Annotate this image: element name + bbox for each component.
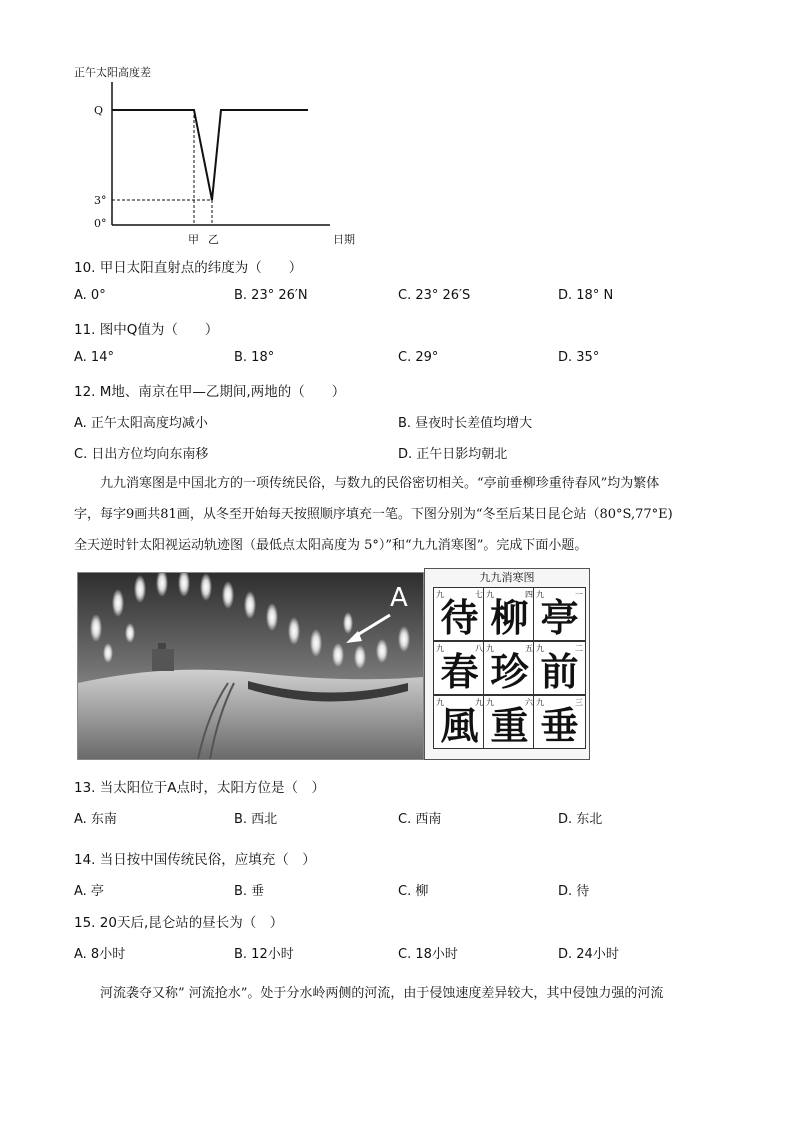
chart-xlabel: 日期 <box>333 233 355 246</box>
q15-option-a[interactable]: A. 8小时 <box>74 947 126 962</box>
footer-paragraph: 河流袭夺又称” 河流抢水”。处于分水岭两侧的河流，由于侵蚀速度差异较大，其中侵蚀力强的河流 <box>100 986 664 1001</box>
nine-nine-cell <box>533 587 586 641</box>
cell-number-right: 三 <box>575 698 583 707</box>
sun-trajectory-photo <box>77 572 424 760</box>
q11-option-c[interactable]: C. 29° <box>398 350 439 365</box>
nine-nine-cell <box>483 587 536 641</box>
passage-line-1: 九九消寒图是中国北方的一项传统民俗，与数九的民俗密切相关。“亭前垂柳珍重待春风”均为繁体 <box>100 476 660 491</box>
y-tick-q: Q <box>94 104 104 117</box>
question-11: 11. 图中Q值为（ ） <box>74 322 219 338</box>
q14-option-c[interactable]: C. 柳 <box>398 884 429 899</box>
nine-nine-chart <box>424 568 590 760</box>
q15-option-b[interactable]: B. 12小时 <box>234 947 294 962</box>
q15-option-d[interactable]: D. 24小时 <box>558 947 619 962</box>
q12-option-d[interactable]: D. 正午日影均朝北 <box>398 447 508 462</box>
passage-line-3: 全天逆时针太阳视运动轨迹图（最低点太阳高度为 5°）”和“九九消寒图”。完成下面小题。 <box>74 538 588 553</box>
q10-option-a[interactable]: A. 0° <box>74 288 106 303</box>
q13-option-b[interactable]: B. 西北 <box>234 812 278 827</box>
nine-nine-cell <box>433 587 486 641</box>
photo-drawing <box>78 573 423 759</box>
chart-ylabel: 正午太阳高度差 <box>74 66 151 79</box>
cell-number-left: 九 <box>436 590 444 599</box>
cell-character: 前 <box>540 649 579 694</box>
question-15: 15. 20天后,昆仑站的昼长为（ ） <box>74 915 284 931</box>
q11-option-b[interactable]: B. 18° <box>234 350 275 365</box>
cell-character: 風 <box>440 703 479 748</box>
nine-nine-cell <box>533 695 586 749</box>
question-12: 12. M地、南京在甲—乙期间,两地的（ ） <box>74 384 346 400</box>
solar-height-chart <box>60 60 380 250</box>
question-10: 10. 甲日太阳直射点的纬度为（ ） <box>74 260 303 276</box>
x-tick-jia: 甲 <box>188 233 199 246</box>
cell-number-right: 六 <box>525 698 533 707</box>
cell-number-left: 九 <box>436 698 444 707</box>
cell-number-left: 九 <box>486 698 494 707</box>
q11-option-d[interactable]: D. 35° <box>558 350 600 365</box>
q10-option-b[interactable]: B. 23° 26′N <box>234 288 308 303</box>
passage <box>74 468 724 561</box>
cell-number-left: 九 <box>436 644 444 653</box>
cell-number-left: 九 <box>536 590 544 599</box>
chart-plot <box>60 60 380 250</box>
q11-option-a[interactable]: A. 14° <box>74 350 114 365</box>
q13-option-d[interactable]: D. 东北 <box>558 812 603 827</box>
cell-number-right: 五 <box>525 644 533 653</box>
q13-option-c[interactable]: C. 西南 <box>398 812 442 827</box>
y-tick-0: 0° <box>94 217 107 230</box>
cell-number-left: 九 <box>536 698 544 707</box>
series-line <box>112 110 308 200</box>
cell-character: 春 <box>440 649 479 694</box>
y-tick-3: 3° <box>94 194 107 207</box>
question-13: 13. 当太阳位于A点时，太阳方位是（ ） <box>74 780 325 796</box>
nine-nine-title: 九九消寒图 <box>479 571 535 584</box>
q12-option-a[interactable]: A. 正午太阳高度均减小 <box>74 416 208 431</box>
cell-number-right: 四 <box>525 590 533 599</box>
q10-option-d[interactable]: D. 18° N <box>558 288 614 303</box>
cell-character: 柳 <box>490 595 529 640</box>
cell-number-left: 九 <box>536 644 544 653</box>
nine-nine-cell <box>483 695 536 749</box>
q12-option-b[interactable]: B. 昼夜时长差值均增大 <box>398 416 533 431</box>
q14-option-b[interactable]: B. 垂 <box>234 884 265 899</box>
cell-number-left: 九 <box>486 590 494 599</box>
nine-nine-cell <box>483 641 536 695</box>
nine-nine-cell <box>533 641 586 695</box>
nine-nine-cell <box>433 641 486 695</box>
nine-nine-cell <box>433 695 486 749</box>
q12-option-c[interactable]: C. 日出方位均向东南移 <box>74 447 209 462</box>
cell-character: 珍 <box>490 649 529 694</box>
cell-character: 垂 <box>540 703 579 748</box>
point-a-label: A <box>390 583 408 613</box>
cell-number-left: 九 <box>486 644 494 653</box>
question-14: 14. 当日按中国传统民俗，应填充（ ） <box>74 852 316 868</box>
cell-number-right: 九 <box>475 698 483 707</box>
passage-line-2: 字，每字9画共81画，从冬至开始每天按照顺序填充一笔。下图分别为“冬至后某日昆仑站（80°S,77°E) <box>74 507 673 522</box>
q13-option-a[interactable]: A. 东南 <box>74 812 117 827</box>
cell-number-right: 二 <box>575 644 583 653</box>
cell-character: 重 <box>490 703 529 748</box>
cell-character: 待 <box>440 595 479 640</box>
cell-number-right: 七 <box>475 590 483 599</box>
q15-option-c[interactable]: C. 18小时 <box>398 947 458 962</box>
station-building <box>152 649 174 671</box>
q14-option-a[interactable]: A. 亭 <box>74 884 104 899</box>
cell-character: 亭 <box>540 595 579 640</box>
cell-number-right: 一 <box>575 590 583 599</box>
x-tick-yi: 乙 <box>208 233 219 246</box>
cell-number-right: 八 <box>475 644 483 653</box>
q10-option-c[interactable]: C. 23° 26′S <box>398 288 471 303</box>
q14-option-d[interactable]: D. 待 <box>558 884 590 899</box>
